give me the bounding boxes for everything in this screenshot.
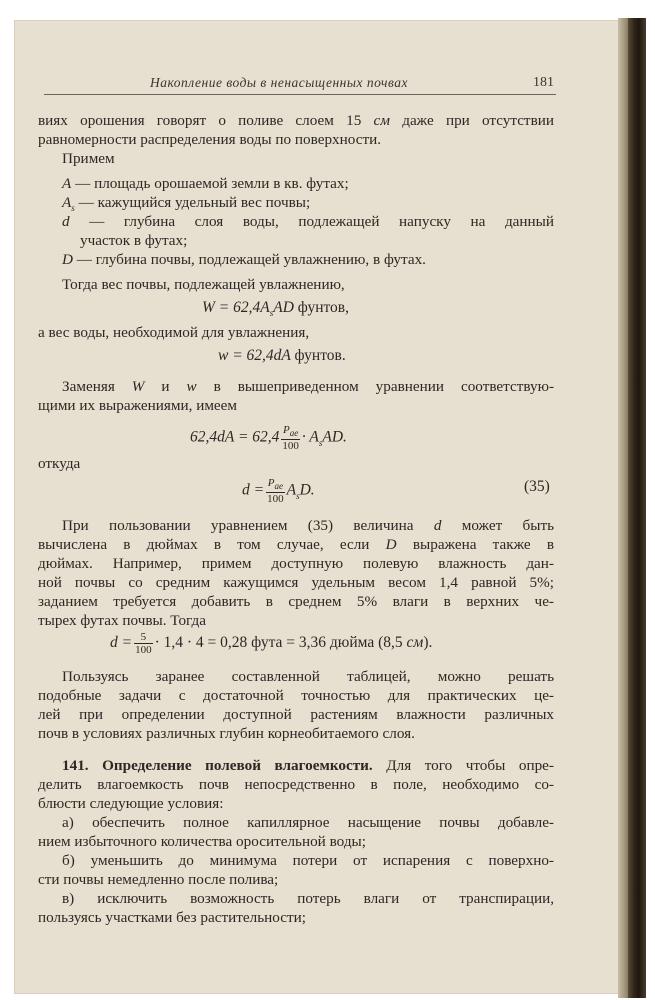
text-line: Примем xyxy=(62,150,115,167)
formula-w-soil: $W = 62,4A_sAD$ фунтов, xyxy=(202,299,349,319)
text-line: а вес воды, необходимой для увлажнения, xyxy=(38,324,310,341)
book-binding xyxy=(628,18,646,998)
header-rule xyxy=(44,94,556,95)
text-line: почв в условиях различных глубин корнеобитаемого слоя. xyxy=(38,725,415,742)
text-line: заданием требуется добавить в среднем 5% влаги в верхних че- xyxy=(38,593,554,610)
formula-35: d = $\frac{P_{ae}}{100}$ $A_sD$. xyxy=(242,477,315,506)
text-line: Тогда вес почвы, подлежащей увлажнению, xyxy=(62,276,345,293)
text-line: щими их выражениями, имеем xyxy=(38,397,238,414)
list-item-c: в) исключить возможность потерь влаги от транспирации, xyxy=(62,890,554,907)
text-line: откуда xyxy=(38,455,81,472)
section-heading-141: 141. Определение полевой влагоемкости. Для того чтобы опре- xyxy=(62,757,554,774)
text-line: блюсти следующие условия: xyxy=(38,795,224,812)
page-number: 181 xyxy=(533,75,554,90)
running-header: Накопление воды в ненасыщенных почвах xyxy=(150,75,408,90)
equation-number: (35) xyxy=(524,478,550,495)
formula-w-water: w = 62,4dA фунтов. xyxy=(218,347,346,364)
text-line: виях орошения говорят о поливе слоем 15 см даже при отсутствии xyxy=(38,112,555,129)
text-line: Заменяя W и w в вышеприведенном уравнении соответствую- xyxy=(62,378,555,395)
text-line: подобные задачи с достаточной точностью для практических це- xyxy=(38,687,554,704)
text-line: тырех футах почвы. Тогда xyxy=(38,612,206,629)
text-line: сти почвы немедленно после полива; xyxy=(38,871,279,888)
list-item-a: а) обеспечить полное капиллярное насыщение почвы добавле- xyxy=(62,814,554,831)
text-line: делить влагоемкость почв непосредственно в поле, необходимо со- xyxy=(38,776,554,793)
definition-d: d — глубина слоя воды, подлежащей напуску на данный xyxy=(62,213,555,230)
formula-equation: 62,4dA = 62,4 $\frac{P_{ae}}{100}$ · $A_sAD$. xyxy=(190,424,347,453)
text-line: пользуясь участками без растительности; xyxy=(38,909,306,926)
definition-As: $A_s$ — кажущийся удельный вес почвы; xyxy=(62,194,311,214)
text-line: лей при определении доступной растениям влажности различных xyxy=(38,706,554,723)
definition-A: A — площадь орошаемой земли в кв. футах; xyxy=(62,175,349,192)
text-line: участок в футах; xyxy=(80,232,188,249)
formula-example: d = $\frac{5}{100}$ · 1,4 · 4 = 0,28 фута = 3,36 дюйма (8,5 см). xyxy=(110,631,433,656)
text-line: Пользуясь заранее составленной таблицей, можно решать xyxy=(62,668,554,685)
text-line: вычислена в дюймах в том случае, если D выражена также в xyxy=(38,536,555,553)
text-line: нием избыточного количества оросительной воды; xyxy=(38,833,366,850)
text-line: При пользовании уравнением (35) величина d может быть xyxy=(62,517,555,534)
text-line: равномерности распределения воды по поверхности. xyxy=(38,131,382,148)
text-line: дюймах. Например, примем доступную полевую влажность дан- xyxy=(38,555,554,572)
text-line: ной почвы со средним кажущимся удельным весом 1,4 равной 5%; xyxy=(38,574,554,591)
definition-D: D — глубина почвы, подлежащей увлажнению, в футах. xyxy=(62,251,426,268)
list-item-b: б) уменьшить до минимума потери от испарения с поверхно- xyxy=(62,852,554,869)
